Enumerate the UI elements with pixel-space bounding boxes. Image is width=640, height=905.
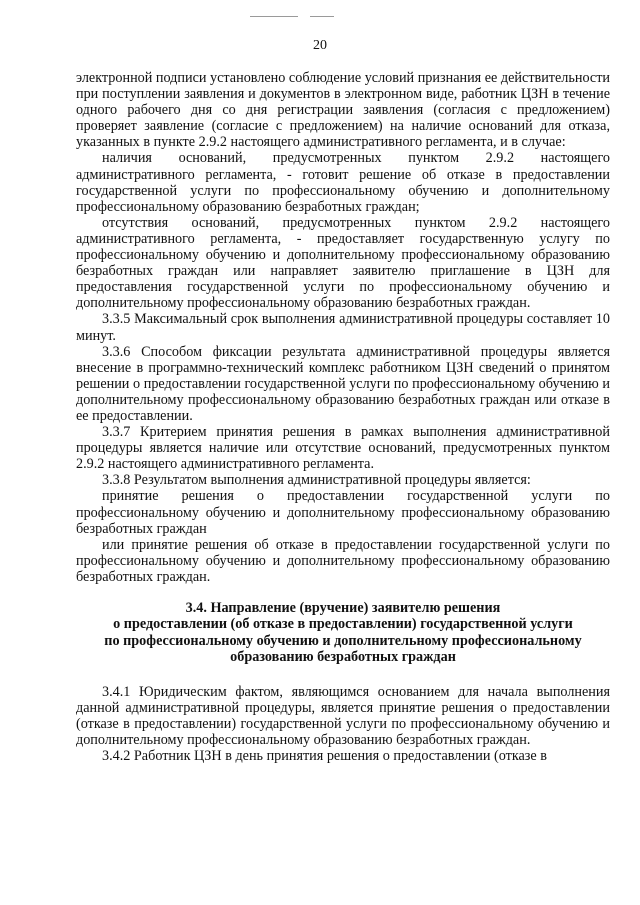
section-heading xyxy=(76,600,610,666)
section-heading-line: по профессиональному обучению и дополнительному профессиональному xyxy=(104,632,582,649)
paragraph: 3.3.8 Результатом выполнения административной процедуры является: xyxy=(102,472,531,489)
paragraph: 3.4.1 Юридическим фактом, являющимся основанием для начала выполнения данной административной процедуры, является принятие решения о предоставлении (отказе в предоставлении) государственной услуги по профессиональному обучению и дополнительному профессиональному образованию безработных граждан. xyxy=(76,683,610,748)
paragraph: электронной подписи установлено соблюдение условий признания ее действительности при поступлении заявления и документов в электронном виде, работник ЦЗН в течение одного рабочего дня со дня регистрации заявления (согласия с предложением) проверяет заявление (согласие с предложением) на наличие оснований для отказа, указанных в пункте 2.9.2 настоящего административного регламента, и в случае: xyxy=(76,70,610,151)
paragraph: наличия оснований, предусмотренных пунктом 2.9.2 настоящего административного регламента, - готовит решение об отказе в предоставлении государственной услуги по профессиональному обучению и дополнительному профессиональному образованию безработных граждан; xyxy=(76,150,610,215)
paragraph: принятие решения о предоставлении государственной услуги по профессиональному обучению и дополнительному профессиональному образованию безработных граждан xyxy=(76,488,610,537)
paragraph: 3.3.7 Критерием принятия решения в рамках выполнения административной процедуры является наличие или отсутствие оснований, предусмотренных пунктом 2.9.2 настоящего административного регламента. xyxy=(76,424,610,473)
scan-artifact-line xyxy=(310,16,334,17)
section-heading-line: о предоставлении (об отказе в предоставлении) государственной услуги xyxy=(113,616,573,633)
paragraph: 3.4.2 Работник ЦЗН в день принятия решения о предоставлении (отказе в xyxy=(102,748,547,764)
section-heading-line: образованию безработных граждан xyxy=(230,649,456,666)
scan-artifact-line xyxy=(250,16,298,17)
paragraph: или принятие решения об отказе в предоставлении государственной услуги по профессиональному обучению и дополнительному профессиональному образованию безработных граждан. xyxy=(76,536,610,585)
document-body xyxy=(76,70,610,764)
paragraph: отсутствия оснований, предусмотренных пунктом 2.9.2 настоящего административного регламента, - предоставляет государственную услугу по профессиональному обучению и дополнительному профессиональному образованию безработных граждан или направляет заявителю приглашение в ЦЗН для предоставления государственной услуги по профессиональному обучению и дополнительному профессиональному образованию безработных граждан. xyxy=(76,214,610,312)
paragraph: 3.3.6 Способом фиксации результата административной процедуры является внесение в программно-технический комплекс работником ЦЗН сведений о принятом решении о предоставлении государственной услуги по профессиональному обучению и дополнительному профессиональному образованию безработных граждан или отказе в ее предоставлении. xyxy=(76,343,610,424)
section-heading-line: 3.4. Направление (вручение) заявителю решения xyxy=(185,600,501,616)
paragraph: 3.3.5 Максимальный срок выполнения административной процедуры составляет 10 минут. xyxy=(76,311,610,344)
page-number: 20 xyxy=(313,38,327,53)
